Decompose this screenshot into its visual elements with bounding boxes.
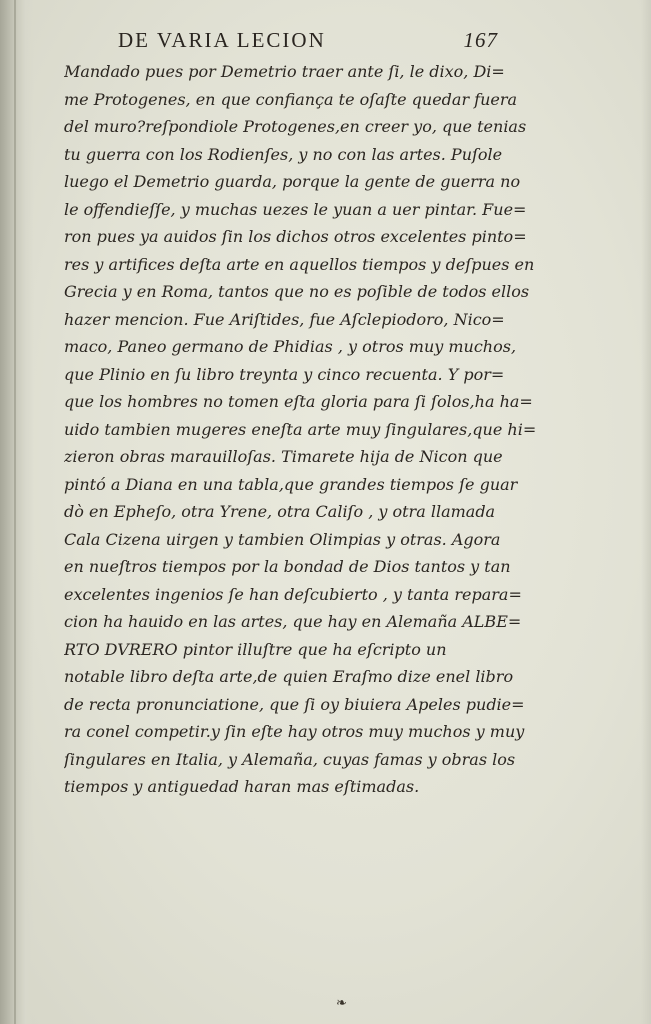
text-line: Cala Cizena uirgen y tambien Olimpias y otras. Agora bbox=[64, 529, 501, 549]
text-line: que los hombres no tomen eſta gloria para ſi ſolos,ha ha= bbox=[64, 392, 533, 411]
text-line: me Protogenes, en que confiança te oſaſte quedar fuera bbox=[64, 89, 518, 109]
text-line: pintó a Diana en una tabla,que grandes tiempos ſe guar bbox=[64, 474, 518, 494]
text-line: maco, Paneo germano de Phidias , y otros muy muchos, bbox=[64, 337, 517, 356]
text-line: que Plinio en ſu libro treynta y cinco recuenta. Y por= bbox=[64, 364, 505, 384]
binding-crease bbox=[14, 0, 16, 1024]
text-line: zieron obras marauilloſas. Timarete hija de Nicon que bbox=[64, 447, 503, 466]
text-line: hazer mencion. Fue Ariſtides, fue Aſclepiodoro, Nico= bbox=[64, 309, 505, 329]
text-line: RTO DVRERO pintor illuſtre que ha eſcripto un bbox=[64, 639, 447, 659]
running-title: DE VARIA LECION bbox=[118, 28, 326, 52]
text-line: luego el Demetrio guarda, porque la gente de guerra no bbox=[64, 172, 521, 191]
text-line: ſingulares en Italia, y Alemaña, cuyas famas y obras los bbox=[64, 749, 516, 769]
text-line: Grecia y en Roma, tantos que no es poſible de todos ellos bbox=[64, 282, 530, 301]
text-line: Mandado pues por Demetrio traer ante ſi, le dixo, Di= bbox=[64, 62, 505, 81]
running-head bbox=[118, 28, 498, 58]
text-line: de recta pronunciatione, que ſi oy biuiera Apeles pudie= bbox=[64, 694, 525, 714]
printer-mark-icon: ❧ bbox=[336, 996, 347, 1011]
text-line: del muro?reſpondiole Protogenes,en creer yo, que tenias bbox=[64, 117, 527, 136]
text-line: cion ha hauido en las artes, que hay en Alemaña ALBE= bbox=[64, 612, 522, 631]
text-line: le offendieſſe, y muchas uezes le yuan a uer pintar. Fue= bbox=[64, 199, 527, 219]
page-edge-shadow bbox=[641, 0, 651, 1024]
text-line: ra conel competir.y ſin eſte hay otros muy muchos y muy bbox=[64, 722, 525, 741]
body-text bbox=[64, 58, 544, 801]
text-line: ron pues ya auidos ſin los dichos otros excelentes pinto= bbox=[64, 227, 527, 246]
page-number: 167 bbox=[463, 28, 498, 52]
text-line: tiempos y antiguedad haran mas eſtimadas. bbox=[64, 777, 420, 796]
text-line: excelentes ingenios ſe han deſcubierto , y tanta repara= bbox=[64, 584, 522, 604]
binding-gutter bbox=[0, 0, 34, 1024]
text-line: en nueſtros tiempos por la bondad de Dios tantos y tan bbox=[64, 557, 511, 576]
text-line: uido tambien mugeres eneſta arte muy ſingulares,que hi= bbox=[64, 419, 537, 439]
text-line: res y artifices deſta arte en aquellos tiempos y deſpues en bbox=[64, 254, 535, 274]
text-line: dò en Epheſo, otra Yrene, otra Caliſo , y otra llamada bbox=[64, 502, 496, 521]
text-line: notable libro deſta arte,de quien Eraſmo dize enel libro bbox=[64, 667, 514, 686]
text-line: tu guerra con los Rodienſes, y no con las artes. Puſole bbox=[64, 144, 503, 164]
